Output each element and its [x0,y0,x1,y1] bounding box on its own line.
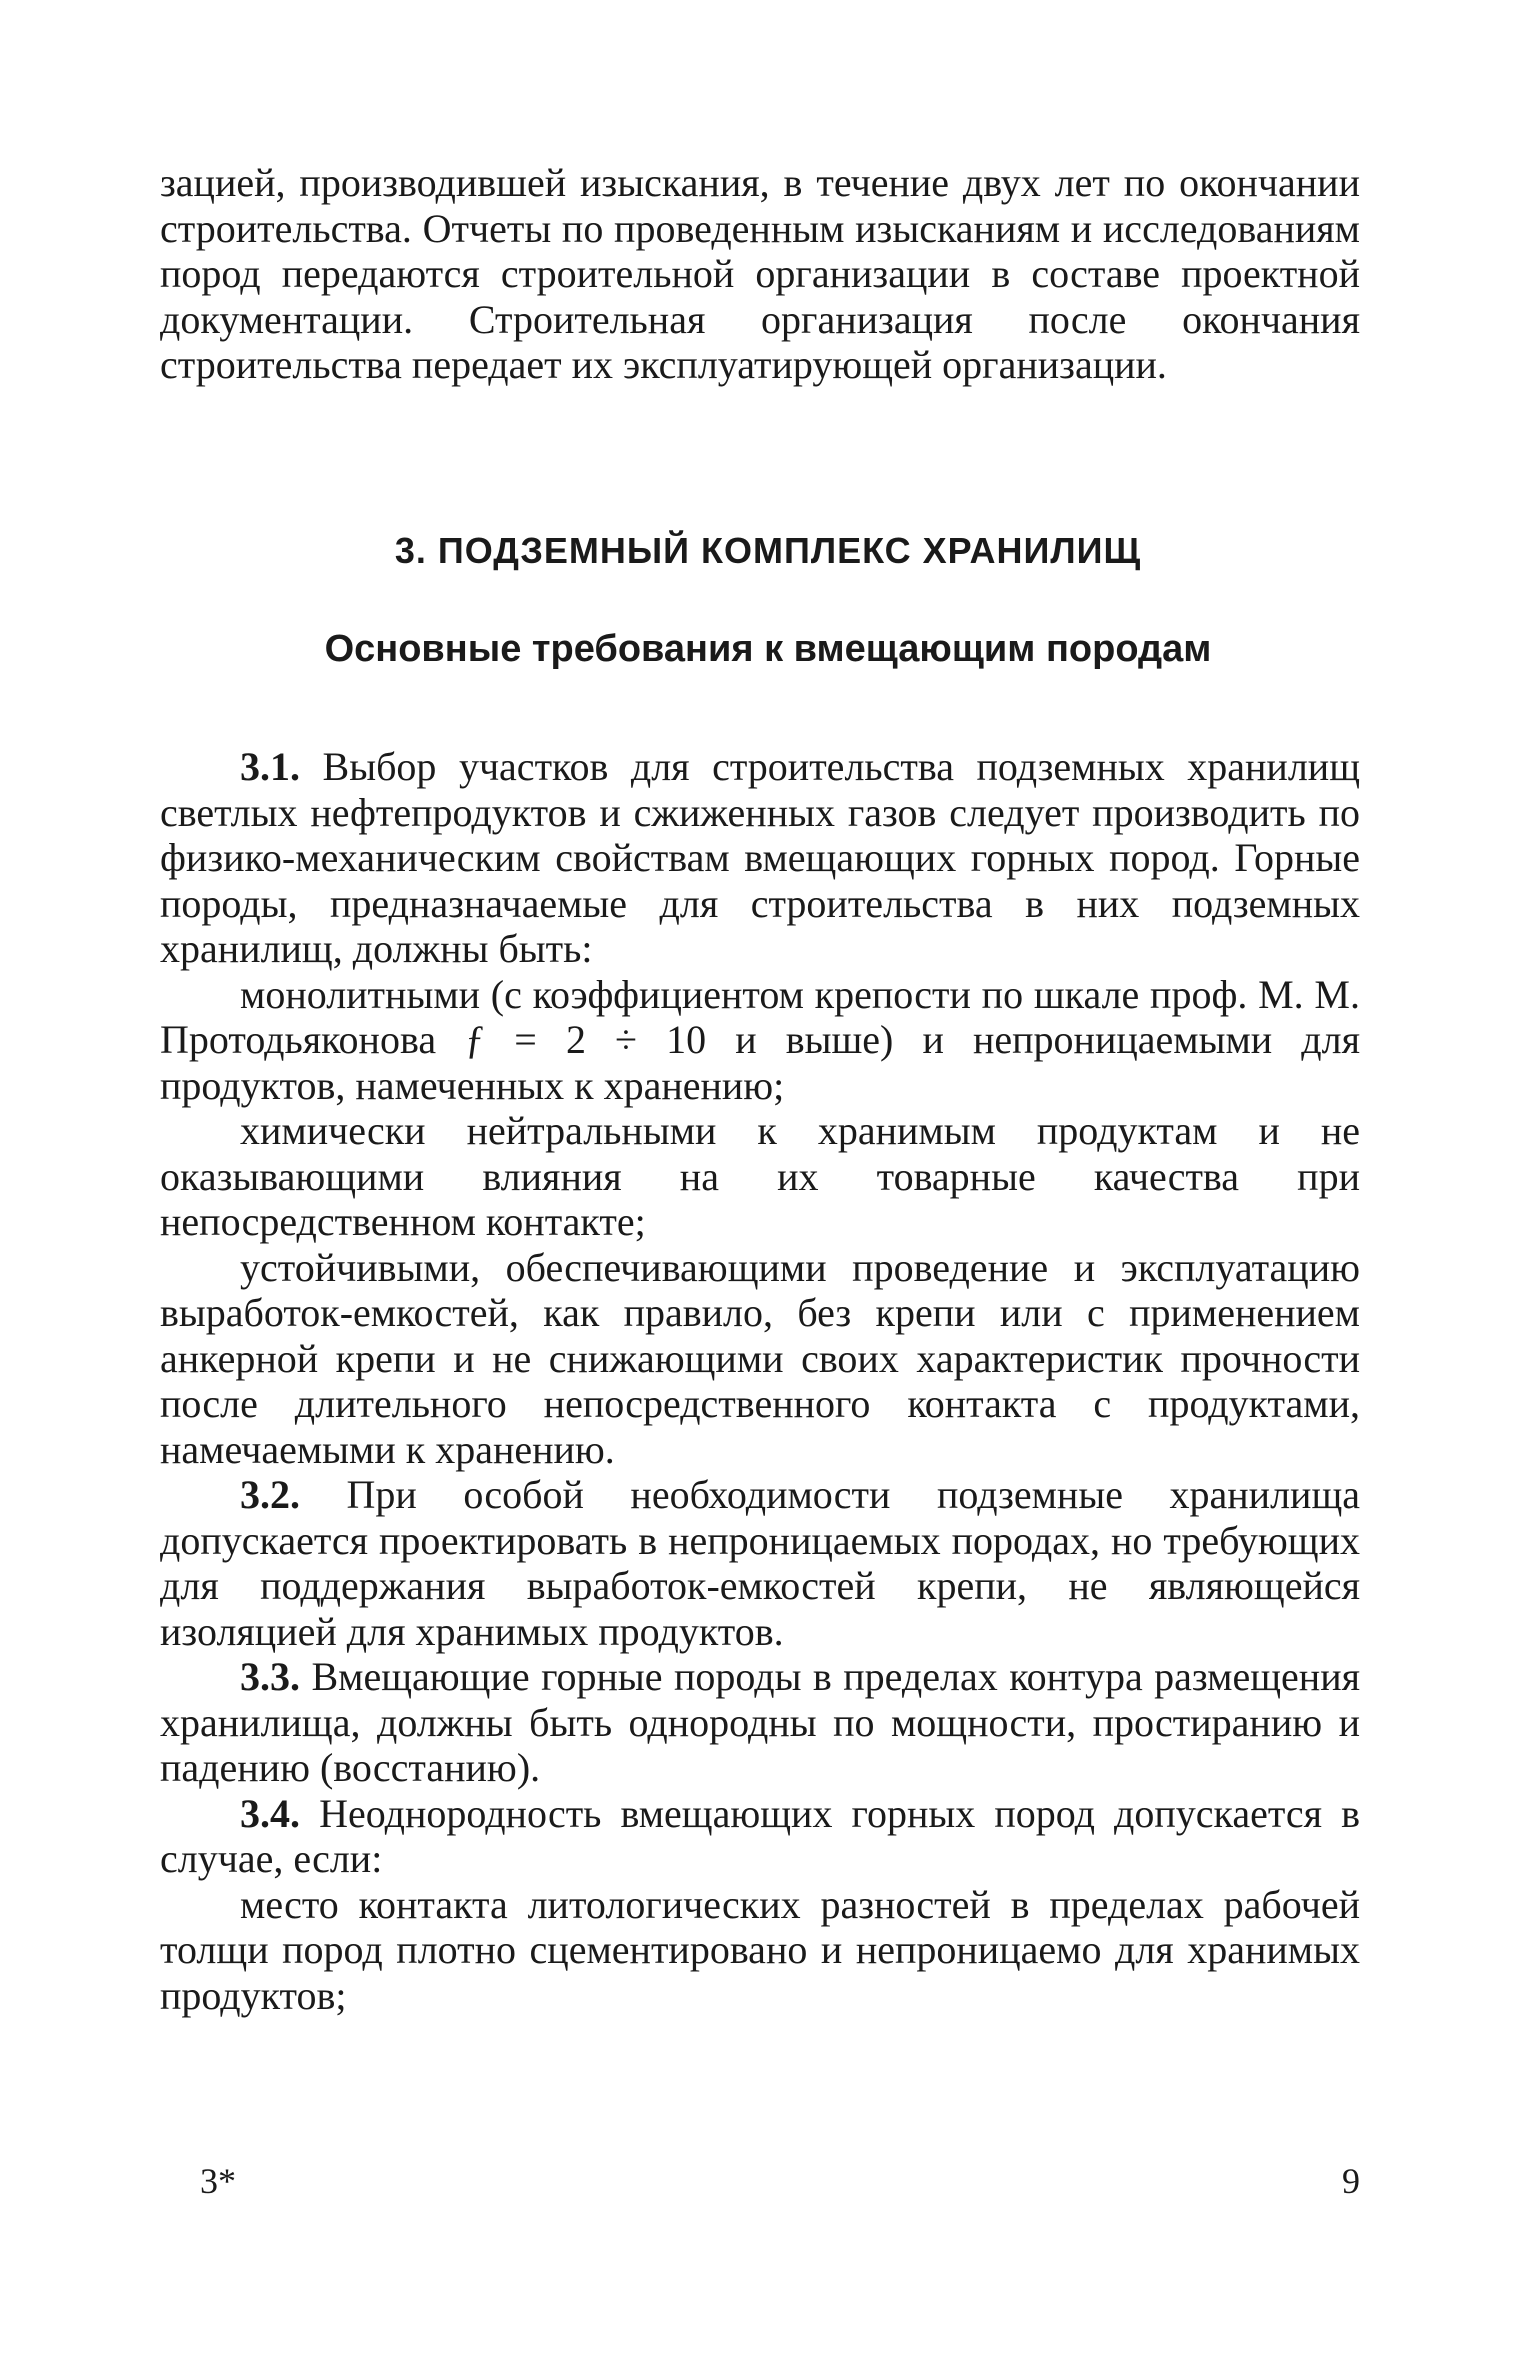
clause-text: Выбор участков для строительства подземных хранилищ светлых нефтепродуктов и сжиженных газов следует производить по физико-механическим свойствам вмещающих горных пород. Горные породы, предназначаемые для строительства в них подземных хранилищ, должны быть: [160,744,1360,971]
page-number: 9 [1342,2161,1360,2201]
list-item: химически нейтральными к хранимым продуктам и не оказывающими влияния на их товарные качества при непосредственном контакте; [160,1108,1360,1244]
clause-number: 3.1. [240,744,300,789]
intro-paragraph: зацией, производившей изыскания, в течение двух лет по окончании строительства. Отчеты по проведенным изысканиям и исследованиям пород передаются строительной организации в составе проектной документации. Строительная организация после окончания строительства передает их эксплуатирующей организации. [160,160,1360,387]
intro-block [160,160,1360,388]
clause-number: 3.4. [240,1790,300,1836]
list-item: монолитными (с коэффициентом крепости по шкале проф. М. М. Протодьяконова ƒ = 2 ÷ 10 и выше) и непроницаемыми для продуктов, намеченных к хранению; [160,971,1360,1108]
clause-text: При особой необходимости подземные хранилища допускается проектировать в непроницаемых породах, но требующих для поддержания выработок-емкостей крепи, не являющейся изоляцией для хранимых продуктов. [160,1472,1360,1654]
list-item: место контакта литологических разностей в пределах рабочей толщи пород плотно сцементировано и непроницаемо для хранимых продуктов; [160,1881,1360,2018]
clause-3-3 [160,1654,1360,1791]
clause-3-1 [160,744,1360,972]
clause-number: 3.2. [240,1472,300,1517]
clause-number: 3.3. [240,1654,300,1699]
section-title: 3. ПОДЗЕМНЫЙ КОМПЛЕКС ХРАНИЛИЩ [394,530,1142,571]
clause-3-2 [160,1472,1360,1654]
clauses-block [160,744,1360,2018]
subsection-title: Основные требования к вмещающим породам [324,628,1212,670]
clause-3-4 [160,1791,1360,1882]
clause-text: Неоднородность вмещающих горных пород допускается в случае, если: [160,1790,1360,1881]
list-item: устойчивыми, обеспечивающими проведение и эксплуатацию выработок-емкостей, как правило, без крепи или с применением анкерной крепи и не снижающими своих характеристик прочности после длительного непосредственного контакта с продуктами, намечаемыми к хранению. [160,1244,1360,1472]
signature-mark: 3* [200,2161,236,2201]
clause-text: Вмещающие горные породы в пределах контура размещения хранилища, должны быть однородны по мощности, простиранию и падению (восстанию). [160,1654,1360,1790]
